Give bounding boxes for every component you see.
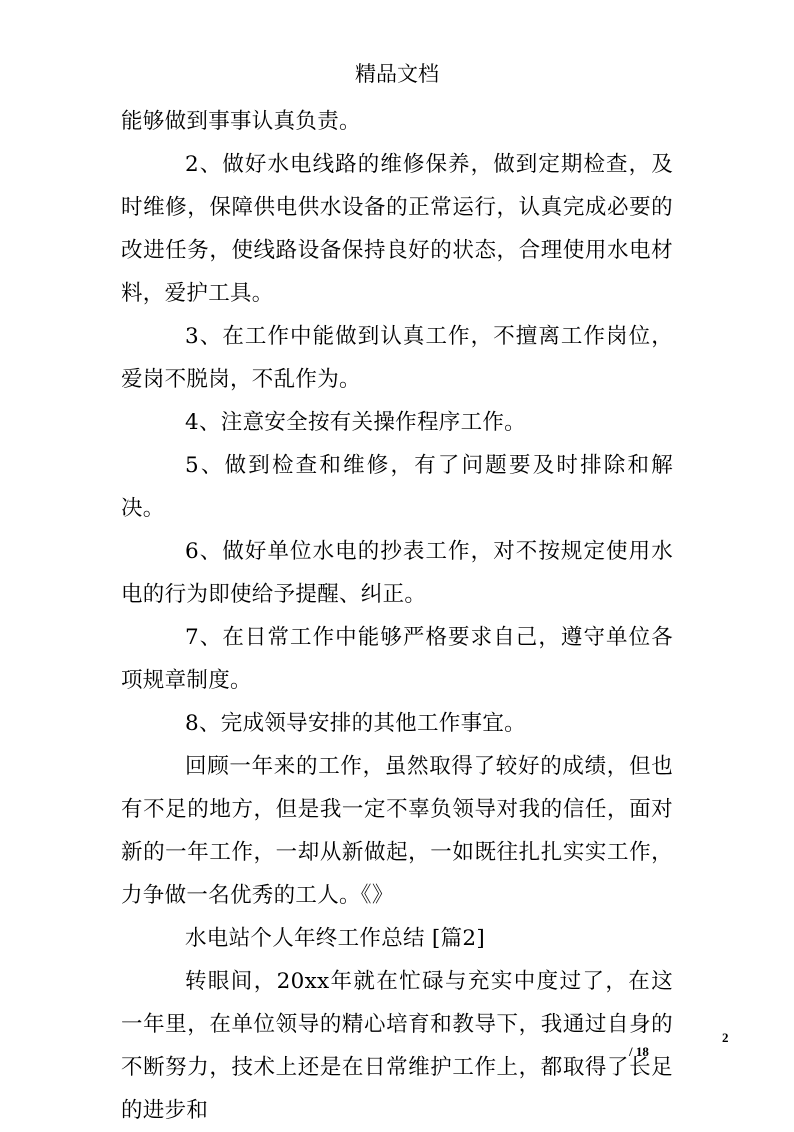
page-header-title: 精品文档 [355, 62, 439, 86]
paragraph-item-8: 8、完成领导安排的其他工作事宜。 [185, 711, 526, 736]
paragraph-item-5: 5、做到检查和维修，有了问题要及时排除和解决。 [121, 453, 673, 521]
paragraph-intro: 转眼间，20xx年就在忙碌与充实中度过了，在这一年里，在单位领导的精心培育和教导下，我通过自身的不断努力，技术上还是在日常维护工作上，都取得了长足的进步和 [121, 969, 673, 1123]
page-total: / 18 [629, 1044, 649, 1059]
paragraph-review: 回顾一年来的工作，虽然取得了较好的成绩，但也有不足的地方，但是我一定不辜负领导对我的信任，面对新的一年工作，一却从新做起，一如既往扎扎实实工作，力争做一名优秀的工人。《》 [121, 754, 673, 908]
paragraph-item-6: 6、做好单位水电的抄表工作，对不按规定使用水电的行为即使给予提醒、纠正。 [121, 539, 673, 607]
paragraph-item-4: 4、注意安全按有关操作程序工作。 [185, 410, 526, 435]
paragraph-item-3: 3、在工作中能做到认真工作，不擅离工作岗位，爱岗不脱岗，不乱作为。 [121, 324, 673, 392]
paragraph-item-2: 2、做好水电线路的维修保养，做到定期检查，及时维修，保障供电供水设备的正常运行，认真完成必要的改进任务，使线路设备保持良好的状态，合理使用水电材料，爱护工具。 [121, 152, 673, 306]
section-heading: 水电站个人年终工作总结 [篇2] [185, 926, 486, 951]
page-number: 2 [722, 1030, 729, 1045]
paragraph-continuation: 能够做到事事认真负责。 [121, 109, 361, 134]
paragraph-item-7: 7、在日常工作中能够严格要求自己，遵守单位各项规章制度。 [121, 625, 673, 693]
document-body [121, 100, 673, 1132]
